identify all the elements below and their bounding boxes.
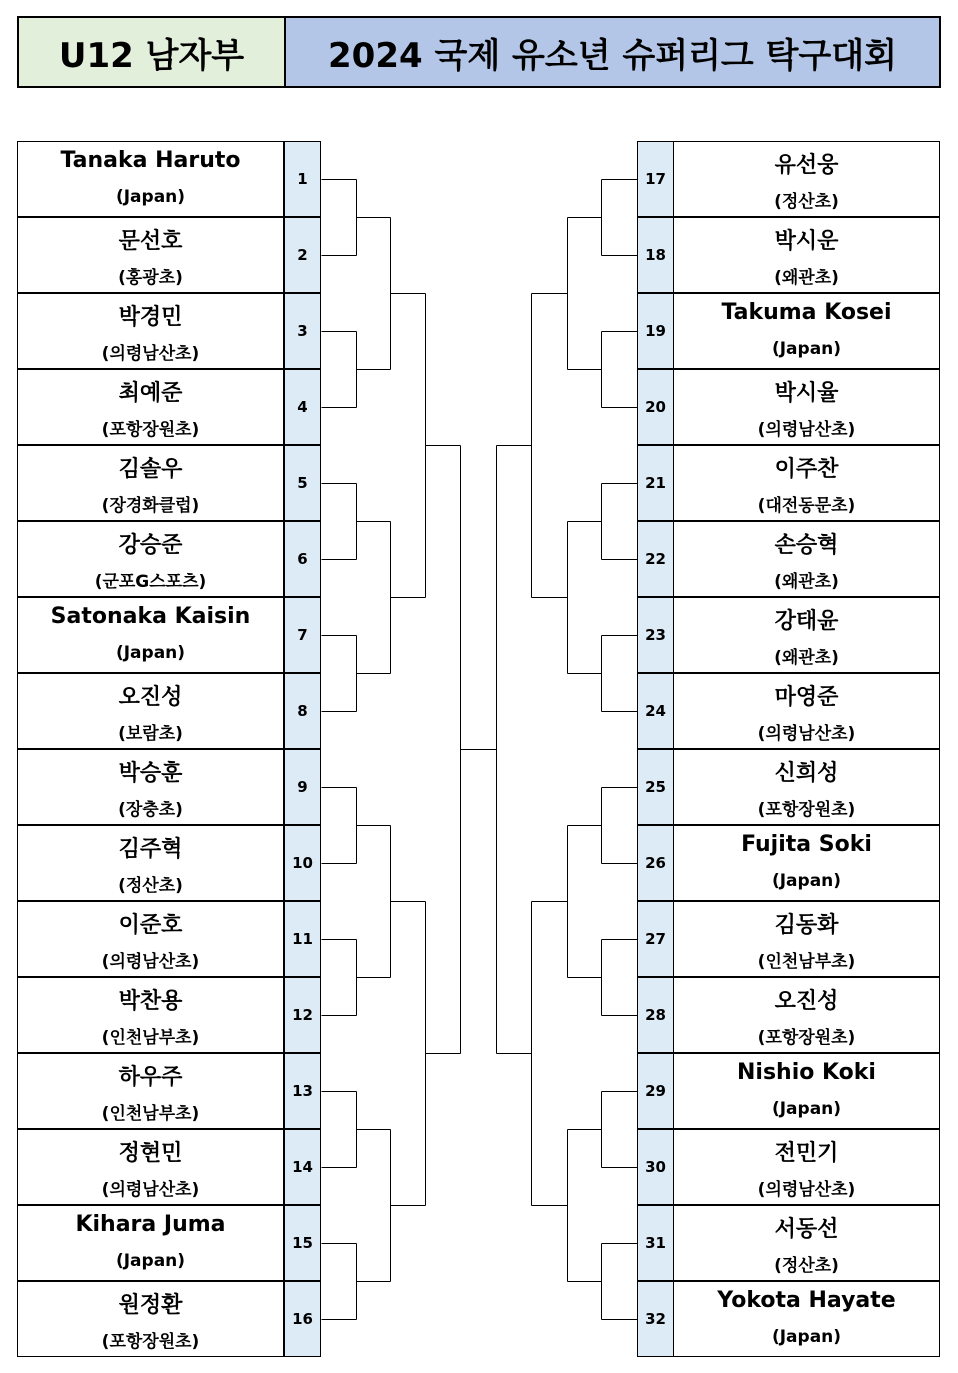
- player-name: 박찬용: [118, 989, 183, 1014]
- player-name: 오진성: [774, 989, 839, 1014]
- seed-number: 11: [284, 901, 321, 977]
- seed-number: 30: [637, 1129, 674, 1205]
- player-affiliation: (정산초): [774, 192, 839, 212]
- player-name: 이준호: [118, 913, 183, 938]
- seed-number: 31: [637, 1205, 674, 1281]
- player-name: Kihara Juma: [75, 1212, 226, 1237]
- player-name: Yokota Hayate: [717, 1288, 896, 1313]
- player-affiliation: (대전동문초): [757, 496, 856, 516]
- player-name: 이주찬: [774, 457, 839, 482]
- seed-number: 16: [284, 1281, 321, 1357]
- player-affiliation: (인천남부초): [757, 952, 856, 972]
- player-affiliation: (포항장원초): [757, 1028, 856, 1048]
- player-affiliation: (포항장원초): [101, 1332, 200, 1352]
- player-name: 마영준: [774, 685, 839, 710]
- player-affiliation: (홍광초): [118, 268, 183, 288]
- player-affiliation: (의령남산초): [101, 344, 200, 364]
- player-affiliation: (포항장원초): [757, 800, 856, 820]
- seed-number: 3: [284, 293, 321, 369]
- player-affiliation: (왜관초): [774, 648, 839, 668]
- seed-number: 25: [637, 749, 674, 825]
- seed-number: 28: [637, 977, 674, 1053]
- player-name: 정현민: [118, 1141, 183, 1166]
- player-name: 김주혁: [118, 837, 183, 862]
- seed-number: 12: [284, 977, 321, 1053]
- seed-number: 24: [637, 673, 674, 749]
- player-affiliation: (Japan): [771, 339, 842, 359]
- player-affiliation: (Japan): [115, 643, 186, 663]
- seed-number: 18: [637, 217, 674, 293]
- player-affiliation: (의령남산초): [757, 420, 856, 440]
- player-name: 강태윤: [774, 609, 839, 634]
- player-affiliation: (왜관초): [774, 268, 839, 288]
- seed-number: 22: [637, 521, 674, 597]
- seed-number: 8: [284, 673, 321, 749]
- player-affiliation: (정산초): [774, 1256, 839, 1276]
- player-affiliation: (Japan): [771, 871, 842, 891]
- seed-number: 6: [284, 521, 321, 597]
- player-name: 오진성: [118, 685, 183, 710]
- player-affiliation: (의령남산초): [757, 1180, 856, 1200]
- player-name: 유선웅: [774, 153, 839, 178]
- player-affiliation: (Japan): [115, 187, 186, 207]
- player-name: 신희성: [774, 761, 839, 786]
- tournament-title-text: 2024 국제 유소년 슈퍼리그 탁구대회: [328, 35, 897, 76]
- player-affiliation: (장충초): [118, 800, 183, 820]
- player-affiliation: (장경화클럽): [101, 496, 200, 516]
- player-name: Nishio Koki: [737, 1060, 876, 1085]
- player-affiliation: (인천남부초): [101, 1104, 200, 1124]
- player-affiliation: (의령남산초): [757, 724, 856, 744]
- player-name: Tanaka Haruto: [60, 148, 241, 173]
- player-name: Fujita Soki: [741, 832, 872, 857]
- seed-number: 7: [284, 597, 321, 673]
- seed-number: 29: [637, 1053, 674, 1129]
- seed-number: 21: [637, 445, 674, 521]
- player-affiliation: (Japan): [115, 1251, 186, 1271]
- seed-number: 15: [284, 1205, 321, 1281]
- player-name: 박승훈: [118, 761, 183, 786]
- seed-number: 17: [637, 141, 674, 217]
- seed-number: 27: [637, 901, 674, 977]
- player-affiliation: (Japan): [771, 1099, 842, 1119]
- player-affiliation: (정산초): [118, 876, 183, 896]
- player-affiliation: (포항장원초): [101, 420, 200, 440]
- division-text: U12 남자부: [58, 35, 245, 76]
- seed-number: 5: [284, 445, 321, 521]
- player-affiliation: (왜관초): [774, 572, 839, 592]
- seed-number: 4: [284, 369, 321, 445]
- player-name: 강승준: [118, 533, 183, 558]
- player-name: Satonaka Kaisin: [50, 604, 251, 629]
- seed-number: 13: [284, 1053, 321, 1129]
- player-name: 김동화: [774, 913, 839, 938]
- seed-number: 32: [637, 1281, 674, 1357]
- seed-number: 2: [284, 217, 321, 293]
- player-name: 박경민: [118, 305, 183, 330]
- player-name: 문선호: [118, 229, 183, 254]
- player-name: 박시운: [774, 229, 839, 254]
- player-name: 손승혁: [774, 533, 839, 558]
- player-affiliation: (의령남산초): [101, 952, 200, 972]
- player-name: Takuma Kosei: [721, 300, 892, 325]
- seed-number: 14: [284, 1129, 321, 1205]
- seed-number: 9: [284, 749, 321, 825]
- seed-number: 20: [637, 369, 674, 445]
- seed-number: 26: [637, 825, 674, 901]
- player-name: 서동선: [774, 1217, 839, 1242]
- player-name: 하우주: [118, 1065, 183, 1090]
- player-name: 전민기: [774, 1141, 839, 1166]
- player-affiliation: (의령남산초): [101, 1180, 200, 1200]
- seed-number: 10: [284, 825, 321, 901]
- player-name: 최예준: [118, 381, 183, 406]
- seed-number: 23: [637, 597, 674, 673]
- player-name: 박시율: [774, 381, 839, 406]
- player-name: 원정환: [118, 1293, 183, 1318]
- player-affiliation: (Japan): [771, 1327, 842, 1347]
- seed-number: 19: [637, 293, 674, 369]
- player-affiliation: (군포G스포츠): [94, 572, 207, 592]
- player-affiliation: (인천남부초): [101, 1028, 200, 1048]
- seed-number: 1: [284, 141, 321, 217]
- player-affiliation: (보람초): [118, 724, 183, 744]
- player-name: 김솔우: [118, 457, 183, 482]
